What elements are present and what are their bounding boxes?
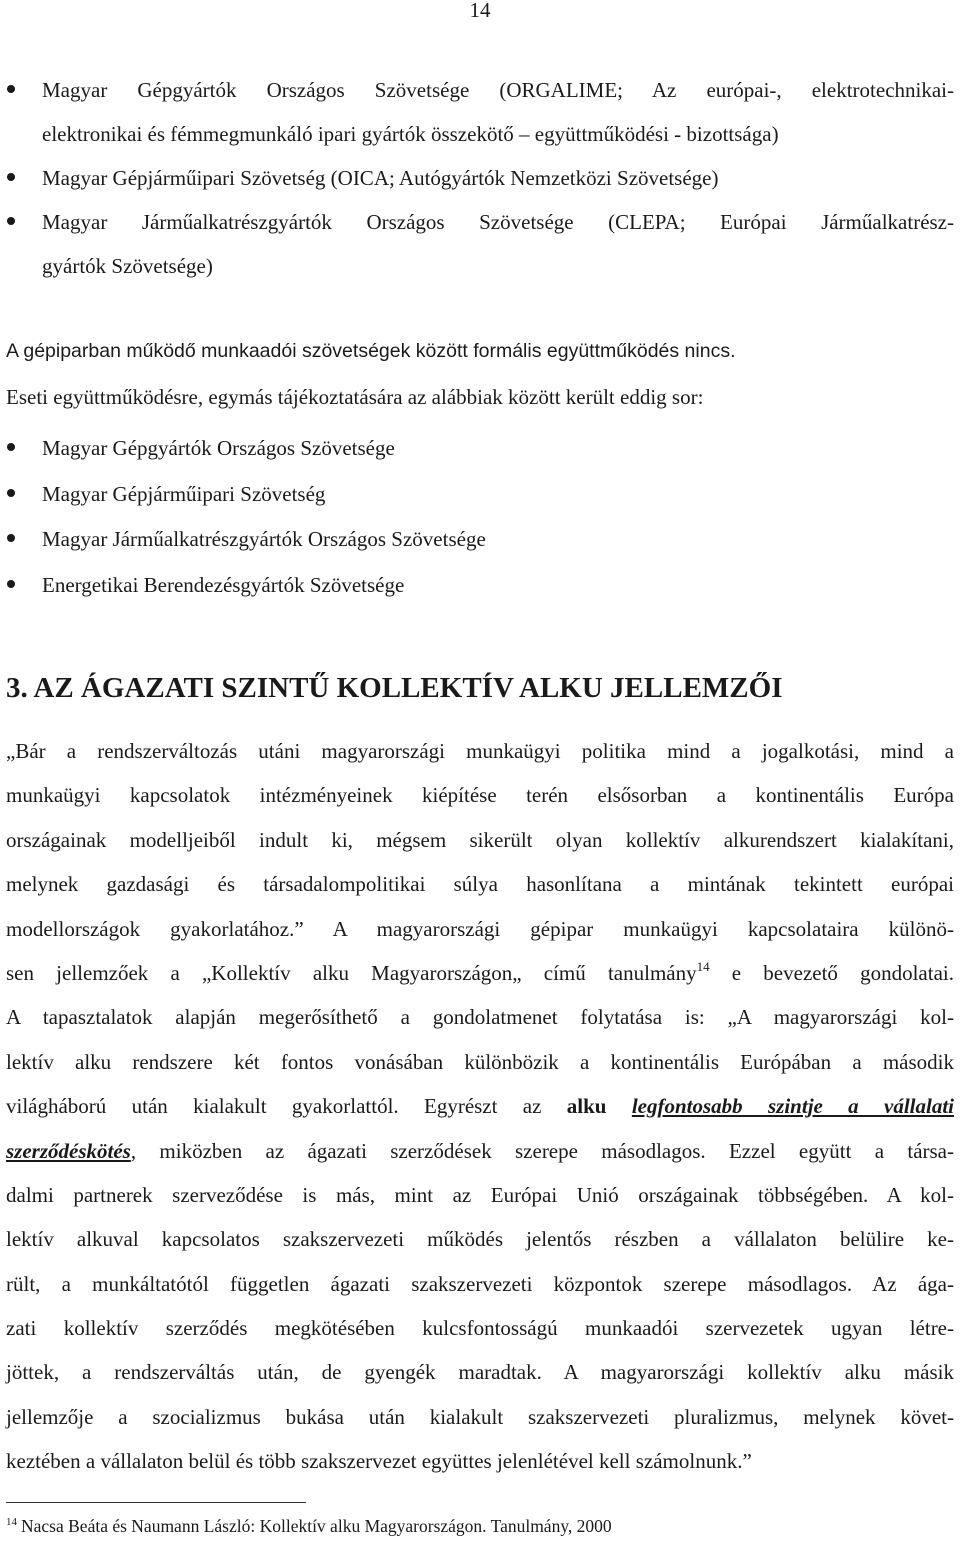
list-item [0, 517, 960, 563]
paragraph-line-text: sen jellemzőek a „Kollektív alku Magyarországon„ című tanulmány [6, 960, 697, 985]
footnote-reference: 14 [696, 958, 710, 974]
bullet-icon [7, 173, 15, 181]
list-item-text: Energetikai Berendezésgyártók Szövetsége [42, 572, 405, 597]
footnote-text: Nacsa Beáta és Naumann László: Kollektív alku Magyarországon. Tanulmány, 2000 [21, 1516, 612, 1536]
footnote-divider [6, 1502, 306, 1503]
emphasis-text: legfontosabb szintje a vállalati [631, 1094, 955, 1119]
paragraph-line-text: világháború után kialakult gyakorlattól. Egyrészt az [6, 1094, 567, 1119]
list-item-line: Magyar Járműalkatrészgyártók Országos Szövetsége (CLEPA; Európai Járműalkatrész- [42, 210, 954, 234]
paragraph-line: A tapasztalatok alapján megerősíthető a gondolatmenet folytatása is: „A magyarországi kol- [6, 1005, 954, 1030]
paragraph-line [6, 951, 954, 995]
list-item [0, 68, 960, 156]
list-item-line: gyártók Szövetsége) [42, 254, 213, 278]
paragraph-line-text: e bevezető gondolatai. [709, 960, 954, 985]
list-item-line: Magyar Gépgyártók Országos Szövetsége (ORGALIME; Az európai-, elektrotechnikai- [42, 78, 954, 102]
footnote-marker: 14 [6, 1516, 17, 1528]
bullet-icon [7, 580, 15, 588]
paragraph-line: rült, a munkáltatótól független ágazati szakszervezeti központok szerepe másodlagos. Az ága- [6, 1271, 954, 1296]
emphasis-text: szerződéskötés [6, 1138, 131, 1163]
paragraph-line [6, 1084, 954, 1128]
page-number: 14 [469, 0, 491, 22]
body-paragraph [6, 729, 954, 1484]
paragraph-line: keztében a vállalaton belül és több szakszervezet együttes jelenlétével kell számolnunk.” [6, 1449, 752, 1474]
paragraph-line: zati kollektív szerződés megkötésében kulcsfontosságú munkaadói szervezetek ugyan létre- [6, 1316, 954, 1341]
paragraph-line: dalmi partnerek szerveződése is más, mint az Európai Unió országainak többségében. A kol- [6, 1182, 954, 1207]
paragraph-line: modellországok gyakorlatához.” A magyarországi gépipar munkaügyi kapcsolataira különö- [6, 916, 954, 941]
paragraph-line: munkaügyi kapcsolatok intézményeinek kiépítése terén elsősorban a kontinentális Európa [6, 783, 954, 808]
paragraph-line: jöttek, a rendszerváltás után, de gyengék maradtak. A magyarországi kollektív alku másik [6, 1360, 954, 1385]
list-item [0, 563, 960, 609]
organization-list [0, 68, 960, 288]
space [606, 1094, 631, 1118]
paragraph-line: lektív alku rendszere két fontos vonásában különbözik a kontinentális Európában a második [6, 1049, 954, 1074]
list-item [0, 200, 960, 288]
list-item [0, 472, 960, 518]
paragraph-line: „Bár a rendszerváltozás utáni magyarországi munkaügyi politika mind a jogalkotási, mind a [6, 739, 954, 763]
section-heading: 3. AZ ÁGAZATI SZINTŰ KOLLEKTÍV ALKU JELLEMZŐI [6, 672, 783, 704]
paragraph-line: jellemzője a szocializmus bukása után kialakult szakszervezeti pluralizmus, melynek követ- [6, 1404, 954, 1429]
intro-statement: A gépiparban működő munkaadói szövetségek között formális együttműködés nincs. [6, 340, 736, 362]
paragraph-line-text: , miközben az ágazati szerződések szerepe másodlagos. Ezzel együtt a társa- [130, 1138, 954, 1163]
paragraph-line: melynek gazdasági és társadalompolitikai súlya hasonlítana a mintának tekintett európai [6, 872, 954, 897]
bullet-icon [7, 443, 15, 451]
list-item-line: Magyar Gépjárműipari Szövetség (OICA; Autógyártók Nemzetközi Szövetsége) [42, 166, 719, 190]
bullet-icon [7, 217, 15, 225]
list-item-text: Magyar Gépgyártók Országos Szövetsége [42, 436, 395, 460]
intro-text: Eseti együttműködésre, egymás tájékoztatására az alábbiak között került eddig sor: [6, 385, 704, 409]
paragraph-line: lektív alkuval kapcsolatos szakszervezeti működés jelentős részben a vállalaton belülire ke- [6, 1227, 954, 1252]
list-item-line: elektronikai és fémmegmunkáló ipari gyártók összekötő – együttműködési - bizottsága) [42, 122, 779, 146]
bullet-icon [7, 489, 15, 497]
emphasis-text: alku [566, 1094, 607, 1119]
list-item-text: Magyar Járműalkatrészgyártók Országos Szövetsége [42, 527, 486, 551]
bullet-icon [7, 85, 15, 93]
cooperation-list [0, 426, 960, 608]
paragraph-line [6, 1129, 954, 1173]
list-item [0, 156, 960, 200]
footnote [6, 1515, 612, 1537]
list-item [0, 426, 960, 472]
paragraph-line: országainak modelljeiből indult ki, mégsem sikerült olyan kollektív alkurendszert kialakítani, [6, 827, 954, 852]
list-item-text: Magyar Gépjárműipari Szövetség [42, 481, 326, 506]
bullet-icon [7, 534, 15, 542]
